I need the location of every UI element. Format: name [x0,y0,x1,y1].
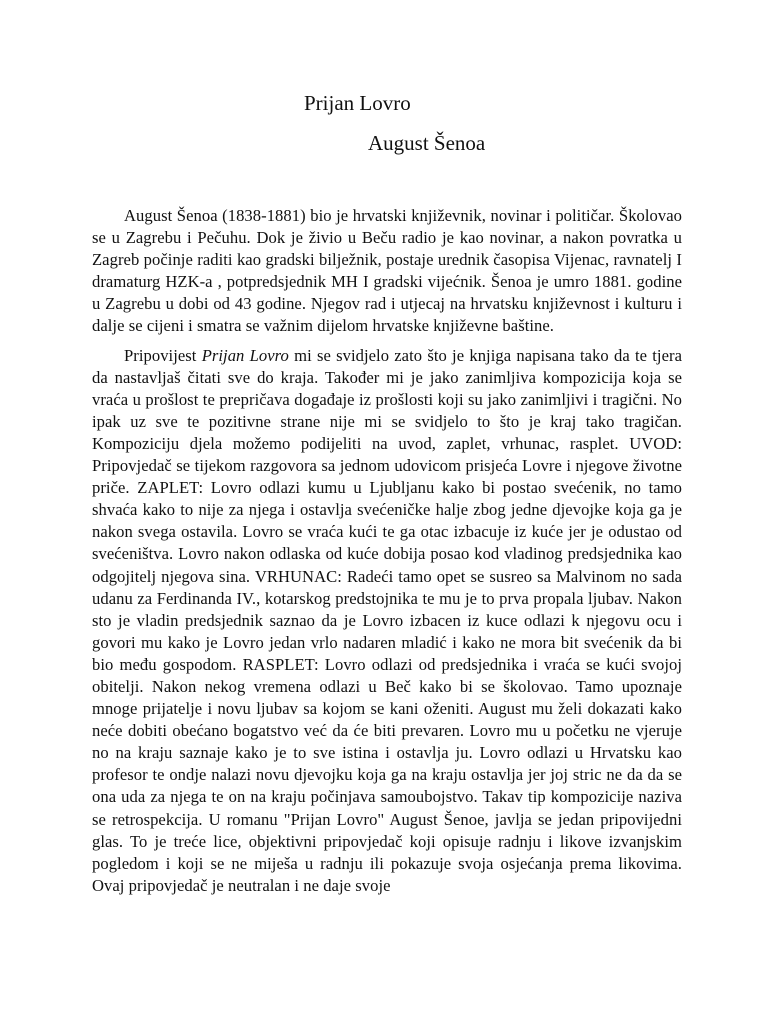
paragraph-biography: August Šenoa (1838-1881) bio je hrvatski književnik, novinar i političar. Školovao se u Zagrebu i Pečuhu. Dok je živio u Beču radio je kao novinar, a nakon povratka u Zagreb počinje raditi kao gradski bilježnik, postaje urednik časopisa Vijenac, ravnatelj I dramaturg HZK-a , potpredsjednik MH I gradski vijećnik. Šenoa je umro 1881. godine u Zagrebu u dobi od 43 godine. Njegov rad i utjecaj na hrvatsku književnost i kulturu i dalje se cijeni i smatra se važnim dijelom hrvatske književne baštine. [92,206,682,336]
paragraph-review [92,345,682,897]
document-body [92,205,682,897]
paragraph-review-lead: Pripovijest [124,345,202,365]
paragraph-review-text: mi se svidjelo zato što je knjiga napisana tako da te tjera da nastavljaš čitati sve do kraja. Također mi je jako zanimljiva kompozicija koja se vraća u prošlost te prepričava događaje iz prošlosti koji su jako zanimljivi i tragični. No ipak uz sve te pozitivne strane nije mi se svidjelo to što je kraj tako tragičan. Kompoziciju djela možemo podijeliti na uvod, zaplet, vrhunac, rasplet. UVOD: Pripovjedač se tijekom razgovora sa jednom udovicom prisjeća Lovre i njegove životne priče. ZAPLET: Lovro odlazi kumu u Ljubljanu kako bi postao svećenik, no tamo shvaća kako to nije za njega i ostavlja svećeničke halje zbog jedne djevojke koja ga je nakon svega ostavila. Lovro se vraća kući te ga otac izbacuje iz kuće jer je odustao od svećeništva. Lovro nakon odlaska od kuće dobija posao kod vladinog predsjednika kao odgojitelj njegova sina. VRHUNAC: Radeći tamo opet se susreo sa Malvinom no sada udanu za Ferdinanda IV., kotarskog predstojnika te mu je to prva propala ljubav. Nakon sto je vladin predsjednik saznao da je Lovro izbacen iz kuce odlazi k njegovu ocu i govori mu kako je Lovro jedan vrlo nadaren mladić i kako ne mora bit svećenik da bi bio među gospodom. RASPLET: Lovro odlazi od predsjednika i vraća se kući svojoj obitelji. Nakon nekog vremena odlazi u Beč kako bi se školovao. Tamo upoznaje mnoge prijatelje i novu ljubav sa kojom se kani oženiti. August mu želi dokazati kako neće dobiti obećano bogatstvo već da će biti prevaren. Lovro mu u početku ne vjeruje no na kraju saznaje kako je to sve istina i ostavlja ju. Lovro odlazi u Hrvatsku kao profesor te ondje nalazi novu djevojku koja ga na kraju ostavlja jer joj stric ne da da se ona uda za njega te on na kraju počinjava samoubojstvo. Takav tip kompozicije naziva se retrospekcija. U romanu "Prijan Lovro" August Šenoe, javlja se jedan pripovijedni glas. To je treće lice, objektivni pripovjedač koji opisuje radnju i likove izvanjskim pogledom i koji se ne miješa u radnju ili pokazuje svoja osjećanja prema likovima. Ovaj pripovjedač je neutralan i ne daje svoje [92,345,683,895]
paragraph-review-book-title: Prijan Lovro [201,345,289,365]
document-title: Prijan Lovro [304,91,411,115]
document-author: August Šenoa [368,131,486,155]
